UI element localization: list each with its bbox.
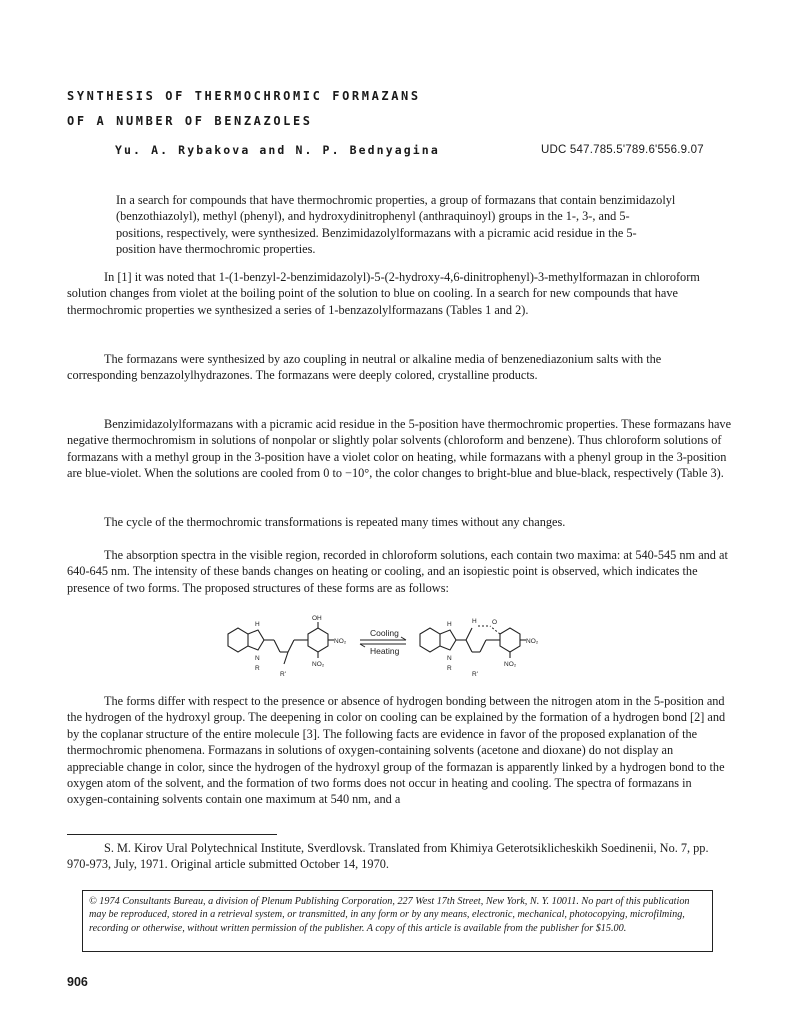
- udc-code: UDC 547.785.5'789.6'556.9.07: [541, 144, 704, 156]
- paragraph-text: Benzimidazolylformazans with a picramic acid residue in the 5-position have thermochromic properties. These formazans have negative thermochromism in solutions of nonpolar or slightly polar solvents (chloroform and benzene). Thus chloroform solutions of formazans with a methyl group in the 3-position have a violet color on heating, while formazans with a phenyl group in the 3-position are blue-violet. When the solutions are cooled from 0 to −10°, the color changes to bright-blue and blue-black, respectively (Table 3).: [67, 417, 732, 481]
- body-paragraph-3: [67, 416, 732, 482]
- affiliation-footnote: [67, 840, 732, 873]
- body-paragraph-6: [67, 693, 732, 808]
- imidazole-ring-left: [248, 630, 264, 650]
- equilibrium-arrow: [360, 628, 406, 656]
- label-no2-para: NO₂: [334, 638, 347, 645]
- phenyl-ring-left: [308, 628, 328, 652]
- imidazole-ring-right: [440, 630, 456, 650]
- label-no2-ortho: NO₂: [312, 661, 325, 668]
- right-labels: [447, 618, 539, 678]
- label-n: N: [255, 655, 260, 662]
- label-no2-para: NO₂: [526, 638, 539, 645]
- label-r: R: [447, 665, 452, 672]
- footnote-divider: [67, 834, 277, 835]
- title-line-1: SYNTHESIS OF THERMOCHROMIC FORMAZANS: [67, 89, 421, 103]
- page-number: 906: [67, 975, 88, 989]
- label-r-prime: R': [472, 671, 478, 678]
- label-n: N: [447, 655, 452, 662]
- copyright-box: [82, 890, 713, 952]
- benzene-ring-right: [420, 628, 440, 652]
- paragraph-text: The cycle of the thermochromic transformations is repeated many times without any changes.: [104, 515, 566, 529]
- right-structure: [420, 626, 526, 658]
- label-h: H: [447, 621, 452, 628]
- affiliation-text: S. M. Kirov Ural Polytechnical Institute, Sverdlovsk. Translated from Khimiya Geterotsiklicheskikh Soedinenii, No. 7, pp. 970-973, July, 1971. Original article submitted October 14, 1970.: [67, 841, 709, 872]
- label-r-prime: R': [280, 671, 286, 678]
- arrow-label-heating: Heating: [370, 646, 400, 656]
- abstract: In a search for compounds that have thermochromic properties, a group of formazans that contain benzimidazolyl (benzothiazolyl), methyl (phenyl), and hydroxydinitrophenyl (anthraquinoyl) groups in the 1-, 3-, and 5-positions, respectively, were synthesized. Benzimidazolylformazans with a picramic acid residue in the 5-position have thermochromic properties.: [116, 193, 676, 257]
- paragraph-text: The forms differ with respect to the presence or absence of hydrogen bonding between the nitrogen atom in the 5-position and the hydrogen of the hydroxyl group. The deepening in color on cooling can be explained by the formation of a hydrogen bond [2] and by the coplanar structure of the entire molecule [3]. The following facts are evidence in favor of the proposed explanation of the thermochromic phenomena. Formazans in solutions of oxygen-containing solvents (acetone and dioxane) do not display an appreciable change in color, since the hydrogen of the hydroxyl group of the formazan is apparently linked by a hydrogen bond to the oxygen atom of the solvent, and the formation of two forms does not occur in heating and cooling. The spectra of formazans in oxygen-containing solvents contain one maximum at 540 nm, and a: [67, 694, 726, 807]
- label-o: O: [492, 619, 498, 626]
- label-h: H: [472, 618, 477, 625]
- body-paragraph-4: [67, 514, 732, 530]
- arrow-label-cooling: Cooling: [370, 628, 399, 638]
- left-structure: [228, 622, 334, 664]
- label-oh: OH: [312, 615, 322, 622]
- benzene-ring-left: [228, 628, 248, 652]
- paragraph-text: The absorption spectra in the visible region, recorded in chloroform solutions, each contain two maxima: at 540-545 nm and at 640-645 nm. The intensity of these bands changes on heating or cooling, and an isopiestic point is observed, which indicates the presence of two forms. The proposed structures of these forms are as follows:: [67, 548, 728, 595]
- body-paragraph-5: [67, 547, 732, 596]
- label-h: H: [255, 621, 260, 628]
- label-r: R: [255, 665, 260, 672]
- body-paragraph-1: [67, 269, 732, 318]
- title-line-2: OF A NUMBER OF BENZAZOLES: [67, 114, 313, 128]
- authors: Yu. A. Rybakova and N. P. Bednyagina: [115, 143, 440, 157]
- paragraph-text: In [1] it was noted that 1-(1-benzyl-2-benzimidazolyl)-5-(2-hydroxy-4,6-dinitrophenyl)-3-methylformazan in chloroform solution changes from violet at the boiling point of the solution to blue on cooling. In a search for new compounds that have thermochromic properties we synthesized a series of 1-benzazolylformazans (Tables 1 and 2).: [67, 270, 700, 317]
- copyright-text: © 1974 Consultants Bureau, a division of Plenum Publishing Corporation, 227 West 17th Street, New York, N. Y. 10011. No part of this publication may be reproduced, stored in a retrieval system, or transmitted, in any form or by any means, electronic, mechanical, photocopying, microfilming, recording or otherwise, without written permission of the publisher. A copy of this article is available from the publisher for $15.00.: [89, 896, 690, 934]
- thermochromic-equilibrium-scheme: [222, 612, 572, 682]
- left-labels: [255, 615, 347, 678]
- label-no2-ortho: NO₂: [504, 661, 517, 668]
- body-paragraph-2: [67, 351, 732, 384]
- phenyl-ring-right: [500, 628, 520, 652]
- paragraph-text: The formazans were synthesized by azo coupling in neutral or alkaline media of benzenediazonium salts with the corresponding benzazolylhydrazones. The formazans were deeply colored, crystalline products.: [67, 352, 662, 383]
